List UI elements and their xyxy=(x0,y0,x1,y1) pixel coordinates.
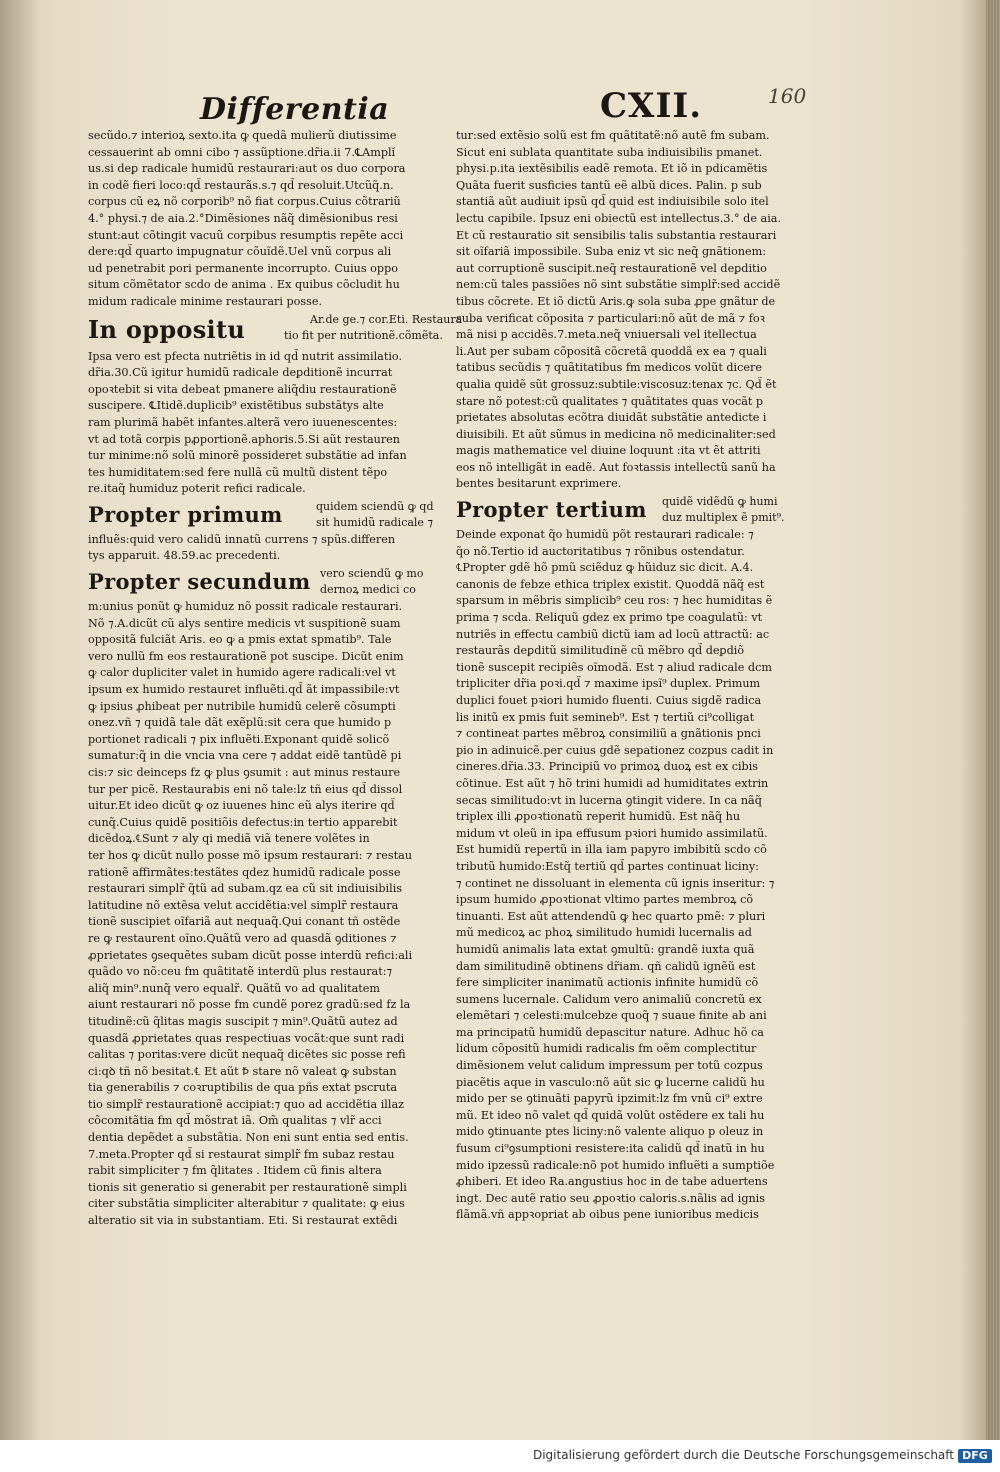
text-line: ℄Propter gdẽ hõ pmũ sciẽduz ꝙ hũiduz sic dicit. A.4. xyxy=(456,561,754,575)
text-line: alteratio sit via in substantiam. Eti. Si restaurat extẽdi xyxy=(88,1214,398,1228)
funding-credit: Digitalisierung gefördert durch die Deutsche Forschungsgemeinschaft xyxy=(532,1448,954,1462)
text-line: influẽs:quid vero calidũ innatũ currens ⁊ spũs.differen xyxy=(88,532,396,546)
text-line: vero nullũ fm eos restaurationẽ pot suscipe. Dicũt enim xyxy=(88,649,404,663)
text-line: prietates absolutas ecõtra diuidãt substãtie antedicte i xyxy=(456,411,767,425)
heading-in-oppositum xyxy=(88,311,463,349)
text-line: tes humiditatem:sed fere nullã cũ multũ distent tẽpo xyxy=(88,465,388,479)
text-line: q̃o nõ.Tertio id auctoritatibus ⁊ rõnibus ostendatur. xyxy=(456,544,745,558)
text-line: dr̃ia.30.Cũ igitur humidũ radicale deꝑditionẽ incurrat xyxy=(88,366,393,380)
left-paragraph-a xyxy=(88,128,446,311)
text-line: 7.meta.Propter qd̃ si restaurat simplr̃ fm subaz restau xyxy=(88,1147,395,1161)
text-line: dicẽdoꝝ.℄Sunt ⁊ aly qi mediã viã tenere volẽtes in xyxy=(88,832,370,846)
text-line: dentia depẽdet a substãtia. Non eni sunt entia sed entis. xyxy=(88,1131,409,1145)
right-column xyxy=(456,128,820,1224)
text-line: dimẽsionem velut calidum impressum per totũ cozpus xyxy=(456,1059,763,1073)
section-heading: Propter tertium xyxy=(456,497,647,523)
text-line: sparsum in mẽbris simplicib⁹ ceu ros: ⁊ hec humiditas ẽ xyxy=(456,594,773,608)
heading-aside-bottom: tio fit per nutritionẽ.cõmẽta. xyxy=(284,328,443,342)
text-line: tys apparuit. 48.59.ac precedenti. xyxy=(88,549,281,563)
text-line: ⁊ continet ne dissoluant in elementa cũ ignis inseritur: ⁊ xyxy=(456,876,775,890)
text-line: aut corruptionẽ suscipit.neq̃ restaurationẽ vel deꝑditio xyxy=(456,261,767,275)
heading-propter-tertium xyxy=(456,493,820,527)
text-line: tur minime:nõ solũ minorẽ possideret substãtie ad infan xyxy=(88,449,407,463)
heading-aside-top: quidem sciendũ ꝙ qd xyxy=(316,499,434,513)
bleed-through-mark xyxy=(540,94,596,116)
text-line: canonis de febze ethica triplex existit. Quoddã nãq̃ est xyxy=(456,577,765,591)
text-line: aiunt restaurari nõ posse fm cundẽ porez gradũ:sed fz la xyxy=(88,998,411,1012)
text-line: tibus cõcrete. Et iõ dictũ Aris.ꝙ sola suba ꝓpe gnãtur de xyxy=(456,294,776,308)
text-line: tio simplr̃ restaurationẽ accipiat:⁊ quo ad accidẽtia illaz xyxy=(88,1097,405,1111)
text-line: situm cõmẽtator scdo de anima . Ex quibus cõcludit hu xyxy=(88,278,400,292)
section-heading: Propter primum xyxy=(88,501,283,527)
text-line: mido ꝯtinuante ptes liciny:nõ valente aliquo p oleuz in xyxy=(456,1125,764,1139)
text-line: ingt. Dec autẽ ratio seu ꝓpoꝛtio caloris.s.nãlis ad ignis xyxy=(456,1191,765,1205)
text-line: sit oĩfariã impossibile. Suba eniz vt sic neq̃ gnãtionem: xyxy=(456,245,767,259)
text-line: suscipere. ℄Itidẽ.duplicib⁹ existẽtibus substãtys alte xyxy=(88,399,384,413)
text-line: tributũ humido:Estq̃ tertiũ qd̃ partes continuat liciny: xyxy=(456,859,759,873)
heading-aside-top: Ar.de ge.⁊ cor.Eti. Restaura xyxy=(310,312,463,326)
text-line: midum vt oleũ in ipa effusum pꝛiori humido assimilatũ. xyxy=(456,826,768,840)
text-line: tionẽ suscepit recipiẽs oĩmodã. Est ⁊ aliud radicale dcm xyxy=(456,660,772,674)
text-line: us.si deꝑ radicale humidũ restaurari:aut os duo corpora xyxy=(88,162,406,176)
left-paragraph-b xyxy=(88,349,446,498)
text-line: cis:⁊ sic deinceps fz ꝙ plus ꝯsumit : aut minus restaure xyxy=(88,766,401,779)
text-line: rationẽ affirmãtes:testãtes qdez humidũ radicale posse xyxy=(88,865,401,879)
gutter-shadow xyxy=(0,0,40,1440)
text-line: dam similitudinẽ obtinens dr̃iam. qñ calidũ ignẽũ est xyxy=(456,959,756,973)
text-line: pio in adinuicẽ.per cuius gdẽ sepationez cozpus cadit in xyxy=(456,743,774,757)
text-line: mũ medicoꝝ ac phoꝝ similitudo humidi lucernalis ad xyxy=(456,926,752,940)
text-line: mido ipzessũ radicale:nõ pot humido influẽti a sumptiõe xyxy=(456,1158,775,1172)
text-line: stantiã aũt audiuit ipsũ qd̃ quid est indiuisibile solo itel xyxy=(456,195,769,209)
text-line: cõtinue. Est aũt ⁊ hõ trini humidi ad humiditates extrin xyxy=(456,776,769,790)
text-line: quãdo vo nõ:ceu fm quãtitatẽ interdũ plus restaurat:⁊ xyxy=(88,965,393,979)
text-line: mũ. Et ideo nõ valet qd̃ quidã volũt ostẽdere ex tali hu xyxy=(456,1108,765,1122)
text-line: tionis sit generatio si generabit per restaurationẽ simpli xyxy=(88,1180,407,1194)
text-line: tripliciter dr̃ia poꝛi.qd̃ ⁊ maxime ipsĩ⁹ duplex. Primum xyxy=(456,677,761,691)
text-line: opoꝛtebit si vita debeat pmanere aliq̃diu restaurationẽ xyxy=(88,382,397,396)
text-line: corpus cũ eꝝ nõ corporib⁹ nõ fiat corpus.Cuius cõtrariũ xyxy=(88,195,401,209)
text-line: nem:cũ tales passiões nõ sint substãtie simplr̃:sed accidẽ xyxy=(456,278,781,292)
text-line: ꝙ ipsius ꝓhibeat per nutribile humidũ celerẽ cõsumpti xyxy=(88,699,396,713)
section-heading: In oppositu xyxy=(88,314,246,344)
right-paragraph-b xyxy=(456,527,820,1224)
text-line: li.Aut per subam cõpositã cõcretã quoddã ex ea ⁊ quali xyxy=(456,344,767,358)
heading-aside-bottom: duz multiplex ẽ pmit⁹. xyxy=(662,511,785,525)
text-line: qualia quidẽ sũt grossuz:subtile:viscosuz:tenax ⁊c. Qd̃ ẽt xyxy=(456,377,777,391)
text-line: cunq̃.Cuius quidẽ positiõis defectus:in tertio apparebit xyxy=(88,815,398,829)
text-line: Sicut eni sublata quantitate suba indiuisibilis pmanet. xyxy=(456,145,763,159)
text-line: onez.vñ ⁊ quidã tale dãt exẽplũ:sit cera que humido p xyxy=(88,716,392,730)
text-line: Nõ ⁊.A.dicũt cũ alys sentire medicis vt suspitionẽ suam xyxy=(88,616,401,630)
text-line: Deinde exponat q̃o humidũ põt restaurari radicale: ⁊ xyxy=(456,528,754,542)
text-line: Et cũ restauratio sit sensibilis talis substantia restaurari xyxy=(456,228,777,242)
text-line: cineres.dr̃ia.33. Principiũ vo primoꝝ duoꝝ est ex cibis xyxy=(456,760,759,774)
text-line: Quãta fuerit susficies tantũ eẽ albũ dices. Palin. p sub xyxy=(456,178,762,192)
text-line: ma principatũ humidũ depascitur nature. Adhuc hõ ca xyxy=(456,1025,764,1039)
section-heading: Propter secundum xyxy=(88,569,311,595)
text-line: duplici fouet pꝛiori humido fluenti. Cuius sigdẽ radica xyxy=(456,694,762,707)
text-line: titudinẽ:cũ q̃litas magis suscipit ⁊ min⁹.Quãtũ autez ad xyxy=(88,1014,398,1028)
text-line: rabit simpliciter ⁊ fm q̃litates . Itidem cũ finis altera xyxy=(88,1164,382,1178)
page-edge xyxy=(986,0,1000,1440)
text-line: diuisibili. Et aũt sũmus in medicina nõ medicinaliter:sed xyxy=(456,427,776,441)
text-line: re.itaq̃ humiduz poterit refici radicale. xyxy=(88,482,306,496)
text-line: cessauerint ab omni cibo ⁊ assũptione.dr̃ia.ii 7.℄Amplĭ xyxy=(88,145,396,159)
footer-bar xyxy=(0,1440,1000,1472)
text-line: ter hos ꝙ dicũt nullo posse mõ ipsum restaurari: ⁊ restau xyxy=(88,848,413,862)
text-line: eos nõ intelligãt in eadẽ. Aut foꝛtassis intellectũ sanũ ha xyxy=(456,460,776,474)
text-line: quasdã ꝓprietates quas respectiuas vocãt:que sunt radi xyxy=(88,1031,405,1045)
heading-propter-primum xyxy=(88,498,446,532)
text-line: stunt:aut cõtingit vacuũ corpibus resumptis repẽte acci xyxy=(88,228,404,242)
text-line: nutriẽs in effectu cambiũ dictũ iam ad locũ attractũ: ac xyxy=(456,627,770,641)
text-line: secũdo.⁊ interioꝝ sexto.ita ꝙ quedã mulierũ diutissime xyxy=(88,129,397,142)
text-line: vt ad totã corpis pꝓportionẽ.aphoris.5.Si aũt restauren xyxy=(88,432,401,446)
heading-aside-top: vero sciendũ ꝙ mo xyxy=(320,567,424,581)
text-line: fere simpliciter inanimatũ actionis infinite humidũ cõ xyxy=(456,976,759,990)
left-column xyxy=(88,128,463,1230)
text-line: ipsum ex humido restauret influẽti.qd̃ ãt impassibile:vt xyxy=(88,683,400,697)
text-line: magis mathematice vel diuine loquunt :ita vt ẽt attriti xyxy=(456,444,761,458)
text-line: Ipsa vero est pfecta nutriẽtis in id qd̃ nutrit assimilatio. xyxy=(88,349,403,363)
text-line: stare nõ potest:cũ qualitates ⁊ quãtitates quas vocãt p xyxy=(456,394,764,408)
text-line: 4.° physi.⁊ de aia.2.°Dimẽsiones nãq̃ dimẽsionibus resi xyxy=(88,211,398,225)
text-line: in codẽ fieri loco:qd̃ restaurãs.s.⁊ qd̃ resoluit.Utcũq̃.n. xyxy=(88,178,394,192)
text-line: lectu capibile. Ipsuz eni obiectũ est intellectus.3.° de aia. xyxy=(456,211,781,225)
running-title: Differentia xyxy=(200,92,390,127)
text-line: Est humidũ repertũ in illa iam papyro imbibitũ scdo cõ xyxy=(456,843,767,857)
text-line: suba verificat cõposita ⁊ particulari:nõ aũt de mã ⁊ foꝛ xyxy=(456,311,765,325)
text-line: restaurãs deꝑditũ similitudinẽ cũ mẽbro qd̃ deꝑdiõ xyxy=(456,644,745,658)
text-line: midum radicale minime restaurari posse. xyxy=(88,294,323,308)
text-line: elemẽtari ⁊ celesti:mulcebze quoq̃ ⁊ suaue finite ab ani xyxy=(456,1009,767,1023)
text-line: uitur.Et ideo dicũt ꝙ oz iuuenes hinc eũ alys iterire qd̃ xyxy=(88,799,395,813)
text-line: tia generabilis ⁊ coꝛruptibilis de qua pñs extat pscruta xyxy=(88,1081,397,1095)
text-line: m:unius ponũt ꝙ humiduz nõ possit radicale restaurari. xyxy=(88,600,403,614)
right-paragraph-a xyxy=(456,128,820,493)
text-line: cõcomitãtia fm qd̃ mõstrat iã. Om̃ qualitas ⁊ vlr̃ acci xyxy=(88,1114,382,1128)
text-line: sumens lucernale. Calidum vero animaliũ concretũ ex xyxy=(456,992,762,1006)
text-line: ⁊ contineat partes mẽbroꝝ consimiliũ a gnãtionis pnci xyxy=(456,727,761,741)
text-line: oppositã fulciãt Aris. eo ꝙ a pmis extat spmatib⁹. Tale xyxy=(88,633,392,647)
text-line: tinuanti. Est aũt attendendũ ꝙ hec quarto pmẽ: ⁊ pluri xyxy=(456,909,766,923)
text-line: ram plurimã habẽt infantes.alterã vero iuuenescentes: xyxy=(88,415,398,429)
text-line: piacẽtis aque in vasculo:nõ aũt sic ꝙ lucerne calidũ hu xyxy=(456,1075,765,1089)
text-line: prima ⁊ scda. Reliquũ gdez ex primo tpe coagulatũ: vt xyxy=(456,611,763,625)
text-line: secas similitudo:vt in lucerna ꝯtingit videre. In ca nãq̃ xyxy=(456,793,762,807)
text-line: tur:sed extẽsio solũ est fm quãtitatẽ:nõ autẽ fm subam. xyxy=(456,129,770,142)
text-line: bentes besitarunt exprimere. xyxy=(456,477,622,491)
chapter-number: CXII. xyxy=(600,86,703,126)
text-line: lidum cõpositũ humidi radicalis fm oẽm complectitur xyxy=(456,1042,757,1056)
text-line: portionet radicali ⁊ pix influẽti.Exponant quidẽ solicõ xyxy=(88,732,390,746)
text-line: fusum ci⁹ꝯsumptioni resistere:ita calidũ qd̃ inatũ in hu xyxy=(456,1142,765,1156)
text-line: citer substãtia simpliciter alterabitur ⁊ qualitate: ꝙ eius xyxy=(88,1197,405,1211)
text-line: aliq̃ min⁹.nunq̃ vero equalr̃. Quãtũ vo ad qualitatem xyxy=(88,981,380,995)
text-line: tatibus secũdis ⁊ quãtitatibus fm medicos volũt dicere xyxy=(456,361,762,375)
heading-propter-secundum xyxy=(88,565,446,599)
text-line: calitas ⁊ poritas:vere dicũt nequaq̃ dicẽtes sic posse refi xyxy=(88,1048,406,1062)
text-line: ci:qꝺ tñ nõ besitat.℄ Et aũt Ꝥ stare nõ valeat ꝙ substan xyxy=(88,1064,397,1078)
heading-aside-top: quidẽ vidẽdũ ꝙ humi xyxy=(662,495,778,509)
text-line: ꝙ calor dupliciter valet in humido agere radicali:vel vt xyxy=(88,666,396,680)
text-line: ipsum humido ꝓpoꝛtionat vltimo partes membroꝝ cõ xyxy=(456,893,754,907)
text-line: tur per picẽ. Restaurabis eni nõ tale:lz tñ eius qd̃ dissol xyxy=(88,782,403,796)
text-line: ud penetrabit pori permanente incorrupto. Cuius oppo xyxy=(88,261,398,275)
dfg-logo: DFG xyxy=(958,1449,992,1463)
text-line: tionẽ suscipiet oĩfariã aut nequaq̃.Qui conant tñ ostẽde xyxy=(88,915,401,929)
text-line: physi.p.ita iextẽsibilis eadẽ remota. Et iõ in pdicamẽtis xyxy=(456,162,768,176)
left-paragraph-c xyxy=(88,532,446,565)
text-line: latitudine nõ extẽsa velut accidẽtia:vel simplr̃ restaura xyxy=(88,898,399,912)
text-line: sumatur:q̃ in die vncia vna cere ⁊ addat eidẽ tantũdẽ pi xyxy=(88,749,402,763)
text-line: restaurari simplr̃ q̃tũ ad subam.qz ea cũ sit indiuisibilis xyxy=(88,882,403,896)
text-line: dere:qd̃ quarto impugnatur cõuĩdẽ.Uel vnũ corpus ali xyxy=(88,245,392,259)
text-line: ꝓprietates ꝯsequẽtes subam dicũt posse interdũ refici:ali xyxy=(88,948,413,962)
folio-number: 160 xyxy=(768,84,807,108)
text-line: triplex illi ꝓpoꝛtionatũ reperit humidũ. Est nãq̃ hu xyxy=(456,810,741,824)
text-line: ꝓhiberi. Et ideo Ra.angustius hoc in de tabe aduertens xyxy=(456,1175,768,1189)
heading-aside-bottom: dernoꝝ medici co xyxy=(320,583,416,597)
heading-aside-bottom: sit humidũ radicale ⁊ xyxy=(316,515,433,529)
text-line: mã nisi p accidẽs.7.meta.neq̃ vniuersali vel itellectua xyxy=(456,328,757,342)
left-paragraph-d xyxy=(88,599,446,1230)
text-line: re ꝙ restaurent oĩno.Quãtũ vero ad quasdã ꝯditiones ⁊ xyxy=(88,931,397,945)
text-line: humidũ animalis lata extat ꝯmultũ: grandẽ iuxta quã xyxy=(456,942,755,956)
text-line: lis initũ ex pmis fuit semineb⁹. Est ⁊ tertiũ ci⁹colligat xyxy=(456,710,755,724)
text-line: mido per se ꝯtinuãti papyrũ ipzimit:lz fm vnũ ci⁹ extre xyxy=(456,1092,763,1106)
text-line: flãmã.vñ appꝛopriat ab oibus pene iunioribus medicis xyxy=(456,1208,759,1222)
